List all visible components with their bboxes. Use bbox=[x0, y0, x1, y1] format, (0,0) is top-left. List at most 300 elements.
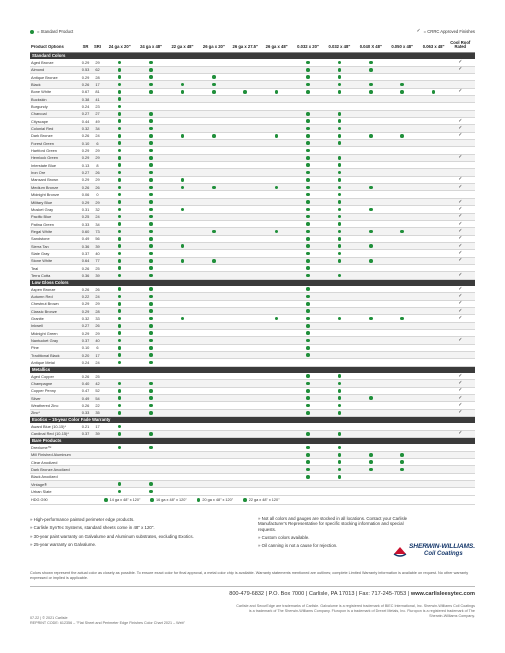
sri-value: 26 bbox=[95, 323, 100, 329]
green-dot-icon bbox=[369, 317, 373, 321]
green-dot-icon bbox=[149, 274, 153, 278]
hdg-size bbox=[104, 498, 140, 502]
availability-cell bbox=[135, 222, 166, 226]
cool-roof-cell bbox=[449, 236, 471, 241]
green-dot-icon bbox=[149, 61, 153, 65]
column-header: 26 ga x 48" bbox=[265, 44, 288, 50]
green-dot-icon bbox=[212, 75, 216, 79]
green-dot-icon bbox=[306, 163, 310, 167]
table-row bbox=[30, 147, 475, 154]
table-row bbox=[30, 380, 475, 387]
sri-value: 23 bbox=[95, 104, 100, 110]
checkmark-icon: ✓ bbox=[416, 28, 421, 34]
availability-cell bbox=[104, 171, 135, 175]
green-dot-icon bbox=[149, 215, 153, 219]
green-dot-icon bbox=[118, 432, 122, 436]
checkmark-icon: ✓ bbox=[458, 235, 463, 242]
cool-roof-cell bbox=[449, 200, 471, 205]
green-dot-icon bbox=[338, 259, 342, 263]
availability-cell bbox=[198, 83, 229, 87]
sri-value: 0 bbox=[96, 192, 99, 198]
color-name: Autumn Red bbox=[31, 293, 53, 299]
sri-value: 49 bbox=[95, 118, 100, 124]
green-dot-icon bbox=[306, 215, 310, 219]
availability-cell bbox=[324, 244, 355, 248]
column-header: Product Options bbox=[31, 45, 64, 50]
availability-cell bbox=[104, 252, 135, 256]
cool-roof-cell bbox=[449, 177, 471, 182]
cool-roof-cell bbox=[449, 251, 471, 256]
color-name: Regal White bbox=[31, 228, 53, 234]
availability-cell bbox=[104, 396, 135, 400]
availability-cell bbox=[104, 382, 135, 386]
green-dot-icon bbox=[306, 432, 310, 436]
hdg-label: HDG G90 bbox=[31, 497, 48, 502]
green-dot-icon bbox=[181, 208, 185, 212]
green-dot-icon bbox=[369, 468, 373, 472]
green-dot-icon bbox=[118, 75, 122, 79]
legend-standard bbox=[30, 29, 73, 34]
table-row bbox=[30, 459, 475, 466]
sri-value: 62 bbox=[95, 67, 100, 73]
sri-value: 24 bbox=[95, 293, 100, 299]
sr-value: 0.29 bbox=[81, 308, 90, 314]
green-dot-icon bbox=[306, 374, 310, 378]
green-dot-icon bbox=[212, 259, 216, 263]
color-name: Aged Bronze bbox=[31, 59, 54, 65]
column-header: 24 ga x 48" bbox=[140, 44, 163, 50]
green-dot-icon bbox=[306, 353, 310, 357]
footer-left bbox=[30, 616, 230, 626]
availability-cell bbox=[104, 446, 135, 450]
green-dot-icon bbox=[369, 68, 373, 72]
availability-cell bbox=[261, 230, 292, 234]
green-dot-icon bbox=[149, 127, 153, 131]
green-dot-icon bbox=[306, 244, 310, 248]
availability-cell bbox=[135, 75, 166, 79]
green-dot-icon bbox=[149, 186, 153, 190]
green-dot-icon bbox=[400, 230, 404, 234]
color-name: Sandstone bbox=[31, 236, 50, 242]
green-dot-icon bbox=[338, 208, 342, 212]
availability-cell bbox=[104, 259, 135, 263]
green-dot-icon bbox=[118, 200, 122, 204]
green-dot-icon bbox=[118, 208, 122, 212]
note-item: » 25-year warranty on Galvalume. bbox=[30, 541, 97, 547]
availability-cell bbox=[104, 105, 135, 109]
availability-cell bbox=[104, 156, 135, 160]
green-dot-icon bbox=[338, 244, 342, 248]
green-dot-icon bbox=[306, 61, 310, 65]
availability-cell bbox=[292, 134, 323, 138]
sr-value: 0.67 bbox=[81, 89, 90, 95]
availability-cell bbox=[324, 163, 355, 167]
green-dot-icon bbox=[118, 83, 122, 87]
sr-value: 0.06 bbox=[81, 192, 90, 198]
checkmark-icon: ✓ bbox=[458, 176, 463, 183]
color-name: Military Blue bbox=[31, 199, 53, 205]
availability-cell bbox=[355, 208, 386, 212]
green-dot-icon bbox=[338, 382, 342, 386]
sr-value: 0.22 bbox=[81, 293, 90, 299]
green-dot-icon bbox=[306, 382, 310, 386]
green-dot-icon bbox=[338, 90, 342, 94]
availability-cell bbox=[104, 119, 135, 123]
availability-cell bbox=[324, 156, 355, 160]
green-dot-icon bbox=[149, 411, 153, 415]
green-dot-icon bbox=[306, 171, 310, 175]
availability-cell bbox=[324, 171, 355, 175]
availability-cell bbox=[292, 252, 323, 256]
green-dot-icon bbox=[306, 389, 310, 393]
availability-cell bbox=[355, 186, 386, 190]
color-name: Terra Cotta bbox=[31, 272, 51, 278]
availability-cell bbox=[292, 222, 323, 226]
color-name: Chestnut Brown bbox=[31, 301, 59, 307]
availability-cell bbox=[292, 186, 323, 190]
cool-roof-cell bbox=[449, 222, 471, 227]
availability-cell bbox=[324, 83, 355, 87]
cool-roof-cell bbox=[449, 155, 471, 160]
availability-cell bbox=[135, 90, 166, 94]
color-name: Stone White bbox=[31, 258, 53, 264]
table-row bbox=[30, 162, 475, 169]
color-name: Award Blue (10-15)* bbox=[31, 424, 66, 430]
green-dot-icon bbox=[369, 259, 373, 263]
table-row bbox=[30, 272, 475, 279]
color-name: Mansard Brown bbox=[31, 177, 59, 183]
availability-cell bbox=[324, 317, 355, 321]
green-dot-icon bbox=[243, 90, 247, 94]
green-dot-icon bbox=[306, 127, 310, 131]
availability-cell bbox=[355, 244, 386, 248]
green-dot-icon bbox=[149, 156, 153, 160]
section-rows bbox=[30, 286, 475, 367]
green-dot-icon bbox=[118, 134, 122, 138]
availability-cell bbox=[135, 83, 166, 87]
color-name: Pine bbox=[31, 345, 39, 351]
checkmark-icon: ✓ bbox=[458, 387, 463, 394]
color-name: Hemlock Green bbox=[31, 155, 59, 161]
availability-cell bbox=[104, 90, 135, 94]
table-row bbox=[30, 81, 475, 88]
green-dot-icon bbox=[149, 119, 153, 123]
sri-value: 26 bbox=[95, 184, 100, 190]
sr-value: 0.32 bbox=[81, 315, 90, 321]
green-dot-icon bbox=[149, 346, 153, 350]
hdg-size bbox=[243, 498, 279, 502]
sri-value: 22 bbox=[95, 403, 100, 409]
sri-value: 6 bbox=[96, 345, 99, 351]
green-dot-icon bbox=[149, 287, 153, 291]
green-dot-icon bbox=[149, 222, 153, 226]
table-row bbox=[30, 228, 475, 235]
green-dot-icon bbox=[212, 90, 216, 94]
sri-value: 39 bbox=[95, 243, 100, 249]
availability-cell bbox=[387, 134, 418, 138]
green-dot-icon bbox=[149, 171, 153, 175]
green-dot-icon bbox=[149, 490, 153, 494]
sr-value: 0.47 bbox=[81, 388, 90, 394]
green-dot-icon bbox=[432, 90, 436, 94]
checkmark-icon: ✓ bbox=[458, 132, 463, 139]
sr-value: 0.29 bbox=[81, 148, 90, 154]
availability-cell bbox=[135, 432, 166, 436]
green-dot-icon bbox=[338, 112, 342, 116]
green-dot-icon bbox=[306, 317, 310, 321]
table-row bbox=[30, 423, 475, 430]
availability-cell bbox=[324, 259, 355, 263]
green-dot-icon bbox=[369, 186, 373, 190]
sr-value: 0.37 bbox=[81, 250, 90, 256]
green-dot-icon bbox=[306, 404, 310, 408]
green-dot-icon bbox=[149, 90, 153, 94]
table-row bbox=[30, 452, 475, 459]
availability-cell bbox=[324, 374, 355, 378]
green-dot-icon bbox=[118, 171, 122, 175]
sri-value: 34 bbox=[95, 126, 100, 132]
green-dot-icon bbox=[338, 134, 342, 138]
green-dot-icon bbox=[338, 274, 342, 278]
hdg-size bbox=[150, 498, 186, 502]
availability-cell bbox=[135, 396, 166, 400]
availability-cell bbox=[292, 295, 323, 299]
green-dot-icon bbox=[149, 266, 153, 270]
green-dot-icon bbox=[118, 156, 122, 160]
footer-trademarks: Carlisle and SecurEdge are trademarks of Carlisle. Galvalume is a registered trademark of BIEC International, Inc. Sherwin-Williams Coil Coatings is a trademark of The Sherwin-Williams Company. Fluropon is a trademark of Drexel Metals, Inc. Fluropon is a registered trademark of The Sherwin-Williams Company. bbox=[236, 604, 475, 618]
green-dot-icon bbox=[118, 266, 122, 270]
hdg-size-label: 16 ga x 48" x 120" bbox=[155, 497, 187, 502]
table-row bbox=[30, 140, 475, 147]
green-dot-icon bbox=[338, 374, 342, 378]
sr-value: 0.29 bbox=[81, 199, 90, 205]
availability-cell bbox=[292, 83, 323, 87]
sr-value: 0.29 bbox=[81, 177, 90, 183]
table-row bbox=[30, 199, 475, 206]
color-name: Musket Gray bbox=[31, 206, 54, 212]
availability-cell bbox=[135, 178, 166, 182]
green-dot-icon bbox=[369, 134, 373, 138]
sr-value: 0.49 bbox=[81, 395, 90, 401]
section-header: Bare Products bbox=[30, 438, 475, 444]
green-dot-icon bbox=[118, 339, 122, 343]
green-dot-icon bbox=[118, 411, 122, 415]
table-row bbox=[30, 184, 475, 191]
availability-cell bbox=[355, 460, 386, 464]
green-dot-icon bbox=[338, 186, 342, 190]
sri-value: 29 bbox=[95, 177, 100, 183]
column-header: 0.032 x 20" bbox=[297, 44, 319, 50]
section-rows bbox=[30, 373, 475, 417]
footer-date: 07.22 | © 2021 Carlisle bbox=[30, 616, 68, 620]
table-row bbox=[30, 155, 475, 162]
green-dot-icon bbox=[212, 134, 216, 138]
availability-cell bbox=[387, 468, 418, 472]
availability-cell bbox=[292, 193, 323, 197]
sr-value: 0.26 bbox=[81, 184, 90, 190]
availability-cell bbox=[292, 266, 323, 270]
checkmark-icon: ✓ bbox=[458, 380, 463, 386]
sr-value: 0.29 bbox=[81, 155, 90, 161]
color-name: Black Anodized bbox=[31, 474, 58, 480]
color-name: Clear Anodized bbox=[31, 459, 58, 465]
section-header: Exotics – 15-year Color Fade Warranty bbox=[30, 417, 475, 423]
color-name: Buckskin bbox=[31, 96, 47, 102]
note-item: » 30-year paint warranty on Galvalume and Aluminum substrates, excluding Exotics. bbox=[30, 533, 194, 539]
table-row bbox=[30, 236, 475, 243]
sri-value: 41 bbox=[95, 96, 100, 102]
green-dot-icon bbox=[118, 186, 122, 190]
color-name: Champagne bbox=[31, 381, 53, 386]
column-header: SR bbox=[82, 44, 89, 50]
color-name: Bone White bbox=[31, 89, 52, 95]
green-dot-icon bbox=[118, 193, 122, 197]
availability-cell bbox=[355, 134, 386, 138]
checkmark-icon: ✓ bbox=[458, 307, 463, 314]
availability-cell bbox=[324, 141, 355, 145]
availability-cell bbox=[135, 382, 166, 386]
green-dot-icon bbox=[306, 68, 310, 72]
checkmark-icon: ✓ bbox=[458, 336, 463, 343]
cool-roof-cell bbox=[449, 258, 471, 263]
availability-cell bbox=[104, 193, 135, 197]
availability-cell bbox=[292, 215, 323, 219]
green-dot-icon bbox=[306, 324, 310, 328]
color-name: Antique Bronze bbox=[31, 74, 58, 80]
availability-cell bbox=[261, 317, 292, 321]
sri-value: 40 bbox=[95, 337, 100, 343]
availability-cell bbox=[135, 446, 166, 450]
green-dot-icon bbox=[118, 149, 122, 153]
availability-cell bbox=[198, 90, 229, 94]
cool-roof-cell bbox=[449, 126, 471, 131]
green-dot-icon bbox=[306, 149, 310, 153]
availability-cell bbox=[135, 274, 166, 278]
availability-cell bbox=[292, 156, 323, 160]
availability-cell bbox=[324, 475, 355, 479]
availability-cell bbox=[135, 163, 166, 167]
availability-cell bbox=[135, 295, 166, 299]
availability-cell bbox=[324, 186, 355, 190]
color-name: Sierra Tan bbox=[31, 243, 49, 249]
green-dot-icon bbox=[118, 317, 122, 321]
sri-value: 32 bbox=[95, 206, 100, 212]
green-dot-icon bbox=[369, 230, 373, 234]
availability-cell bbox=[135, 61, 166, 65]
availability-cell bbox=[104, 186, 135, 190]
cool-roof-cell bbox=[449, 316, 471, 321]
availability-cell bbox=[104, 361, 135, 365]
table-row bbox=[30, 286, 475, 293]
availability-cell bbox=[324, 75, 355, 79]
availability-cell bbox=[292, 331, 323, 335]
table-row bbox=[30, 59, 475, 66]
color-name: Silver bbox=[31, 395, 41, 401]
availability-cell bbox=[135, 309, 166, 313]
sherwin-williams-mark-icon bbox=[393, 544, 407, 558]
availability-cell bbox=[387, 453, 418, 457]
table-row bbox=[30, 133, 475, 140]
checkmark-icon: ✓ bbox=[458, 394, 463, 401]
color-name: Patina Green bbox=[31, 221, 54, 227]
availability-cell bbox=[292, 475, 323, 479]
green-dot-icon bbox=[149, 178, 153, 182]
table-row bbox=[30, 488, 475, 495]
green-dot-icon bbox=[275, 317, 279, 321]
availability-cell bbox=[324, 134, 355, 138]
green-dot-icon bbox=[306, 287, 310, 291]
website-link[interactable]: www.carlisleesytec.com bbox=[410, 591, 475, 597]
green-dot-icon bbox=[338, 446, 342, 450]
availability-cell bbox=[104, 295, 135, 299]
green-dot-icon bbox=[149, 149, 153, 153]
cool-roof-cell bbox=[449, 431, 471, 436]
table-row bbox=[30, 177, 475, 184]
availability-cell bbox=[135, 208, 166, 212]
green-dot-icon bbox=[338, 453, 342, 457]
green-dot-icon bbox=[149, 339, 153, 343]
table-row bbox=[30, 373, 475, 380]
green-dot-icon bbox=[149, 432, 153, 436]
table-row bbox=[30, 89, 475, 96]
availability-cell bbox=[324, 68, 355, 72]
green-dot-icon bbox=[118, 425, 122, 429]
availability-cell bbox=[292, 346, 323, 350]
green-dot-icon bbox=[118, 90, 122, 94]
green-dot-icon bbox=[118, 237, 122, 241]
green-dot-icon bbox=[306, 446, 310, 450]
note-item: » High-performance painted perimeter edge products. bbox=[30, 517, 135, 522]
availability-cell bbox=[104, 287, 135, 291]
cool-roof-cell bbox=[449, 388, 471, 393]
green-dot-icon bbox=[275, 134, 279, 138]
green-dot-icon bbox=[400, 468, 404, 472]
availability-cell bbox=[292, 396, 323, 400]
availability-cell bbox=[292, 61, 323, 65]
green-dot-icon bbox=[118, 178, 122, 182]
column-header: 0.063 x 48" bbox=[422, 44, 445, 50]
green-dot-icon bbox=[181, 134, 185, 138]
column-header: Cool Roof Rated bbox=[450, 39, 471, 50]
green-dot-icon bbox=[181, 90, 185, 94]
green-dot-icon bbox=[369, 396, 373, 400]
availability-cell bbox=[292, 374, 323, 378]
green-dot-icon bbox=[149, 230, 153, 234]
availability-cell bbox=[355, 90, 386, 94]
availability-cell bbox=[324, 404, 355, 408]
checkmark-icon: ✓ bbox=[458, 372, 463, 379]
availability-cell bbox=[135, 490, 166, 494]
sr-value: 0.38 bbox=[81, 96, 90, 102]
availability-cell bbox=[230, 90, 261, 94]
green-dot-icon bbox=[338, 200, 342, 204]
green-dot-icon bbox=[338, 411, 342, 415]
availability-cell bbox=[135, 287, 166, 291]
green-dot-icon bbox=[118, 244, 122, 248]
color-name: Inkwell bbox=[31, 323, 43, 329]
checkmark-icon: ✓ bbox=[458, 242, 463, 249]
availability-cell bbox=[292, 453, 323, 457]
sri-value: 34 bbox=[95, 221, 100, 227]
green-dot-icon bbox=[369, 61, 373, 65]
color-name: Dark Bronze bbox=[31, 133, 53, 139]
green-dot-icon bbox=[306, 222, 310, 226]
sri-value: 39 bbox=[95, 272, 100, 278]
sri-value: 26 bbox=[95, 286, 100, 292]
availability-cell bbox=[292, 411, 323, 415]
table-row bbox=[30, 125, 475, 132]
sri-value: 24 bbox=[95, 214, 100, 220]
